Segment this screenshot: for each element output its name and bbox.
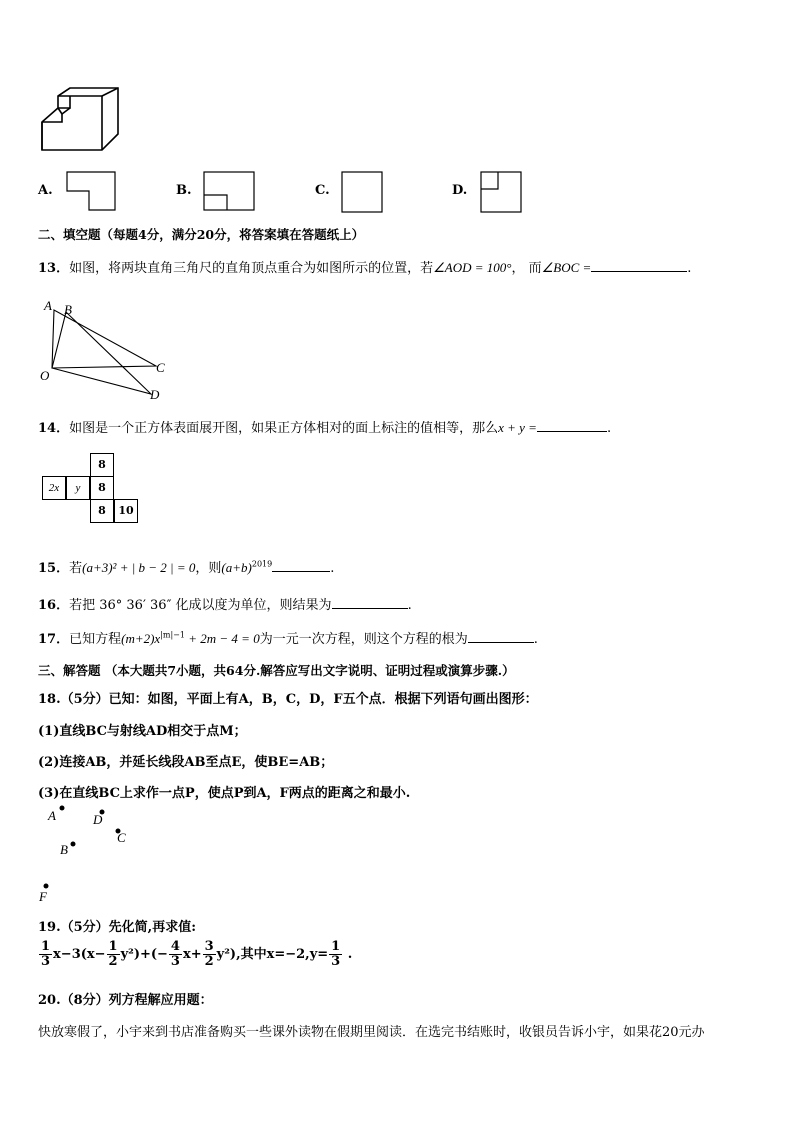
net-cell-top: 8 [90,453,114,477]
q13-text2: ， 而 [511,261,542,276]
cube-net [42,453,162,527]
q19-frac2: $\frac{1}{2}$ [108,939,118,969]
q15-expr: (a+3)² + | b − 2 | = 0 [82,560,196,575]
q18-points-figure [36,800,146,910]
q17-text1: 已知方程 [69,632,122,647]
q20-header: 20.（8分）列方程解应用题： [38,993,213,1008]
q13-label-o: O [40,368,50,383]
option-a-label: A. [38,183,53,198]
q16-text [38,594,412,613]
q13-number: 13． [38,261,70,276]
q17-text [38,628,538,647]
q14-answer-blank[interactable] [537,419,607,432]
option-d-label: D. [452,183,468,198]
q19-frac1: $\frac{1}{3}$ [41,939,51,969]
q13-label-d: D [150,387,160,402]
q19-part3: x+ [182,947,202,962]
q19-frac3: $\frac{4}{3}$ [170,939,180,969]
q19-frac5: $\frac{1}{3}$ [331,939,341,969]
q15-expr2: (a+b) [221,560,252,575]
q13-triangle-figure [36,298,176,408]
q18-header: 18.（5分）已知：如图，平面上有A，B，C，D，F五个点．根据下列语句画出图形： [38,692,538,707]
option-c-label: C. [315,183,330,198]
q16-answer-blank[interactable] [332,596,408,609]
q17-answer-blank[interactable] [468,630,534,643]
q17-text2: 为一元一次方程，则这个方程的根为 [259,632,468,647]
q14-end: . [606,421,612,436]
q20-text: 快放寒假了，小宇来到书店准备购买一些课外读物在假期里阅读．在选完书结账时，收银员告诉小宇，如果花20元办 [38,1025,705,1040]
q18-step3: (3)在直线BC上求作一点P，使点P到A，F两点的距离之和最小. [38,786,411,801]
q19-part1: x−3(x− [53,947,106,962]
q17-exponent: |m|−1 [160,630,185,640]
q15-text1: 若 [69,561,83,576]
q17-expr2: + 2m − 4 = 0 [184,631,260,646]
q18-step2: (2)连接AB，并延长线段AB至点E，使BE=AB； [38,755,334,770]
option-b-label: B. [176,183,192,198]
q13-label-c: C [156,360,165,375]
q15-exponent: 2019 [251,559,273,569]
q16-text1: 若把 36° 36′ 36″ 化成以度为单位，则结果为 [69,598,332,613]
q15-end: . [330,561,335,576]
q19-header: 19.（5分）先化简,再求值: [38,920,196,935]
point-f-dot [44,884,49,889]
option-d-figure [480,171,522,213]
q15-number: 15． [38,561,70,576]
net-cell-ten: 10 [114,499,138,523]
q14-text [38,417,611,436]
q14-number: 14． [38,421,70,436]
point-a-dot [60,806,65,811]
q15-text [38,557,334,576]
net-cell-mid: 8 [90,476,114,500]
q14-expr: x + y = [498,420,537,435]
q16-end: . [407,598,412,613]
point-b-dot [71,842,76,847]
section2-title: 二、填空题（每题4分，满分20分，将答案填在答题纸上） [38,227,365,242]
point-b-label: B [60,842,68,857]
point-c-label: C [117,830,126,845]
q13-condition: ∠AOD = 100° [433,260,512,275]
q14-text1: 如图是一个正方体表面展开图，如果正方体相对的面上标注的值相等，那么 [69,421,499,436]
q15-answer-blank[interactable] [272,559,330,572]
point-d-label: D [93,812,103,827]
q18-step1: (1)直线BC与射线AD相交于点M； [38,724,247,739]
q13-ask: ∠BOC = [541,260,592,275]
option-b-figure [203,171,255,211]
q19-part4: y²),其中x=−2,y= [216,947,329,962]
q19-frac4: $\frac{3}{2}$ [204,939,214,969]
cube-figure [40,86,120,152]
net-cell-bottom: 8 [90,499,114,523]
net-cell-y: y [66,476,90,500]
option-c-figure [341,171,383,213]
point-a-label: A [48,808,56,823]
option-a-figure [66,171,116,211]
q17-expr: (m+2)x [121,631,161,646]
q15-text2: ，则 [195,561,222,576]
q17-end: . [533,632,538,647]
q13-text [38,257,691,276]
q13-label-a: A [44,298,52,313]
q13-end: . [687,261,692,276]
q19-end: . [347,947,353,962]
q19-part2: y²)+(− [120,947,168,962]
q17-number: 17． [38,632,70,647]
section3-title: 三、解答题 （本大题共7小题，共64分.解答应写出文字说明、证明过程或演算步骤.） [38,663,515,678]
q13-text1: 如图，将两块直角三角尺的直角顶点重合为如图所示的位置，若 [69,261,434,276]
q19-expression [38,940,352,969]
q13-answer-blank[interactable] [591,259,687,272]
net-cell-2x: 2x [42,476,66,500]
point-f-label: F [39,889,47,904]
q13-label-b: B [64,302,72,317]
q16-number: 16． [38,598,70,613]
